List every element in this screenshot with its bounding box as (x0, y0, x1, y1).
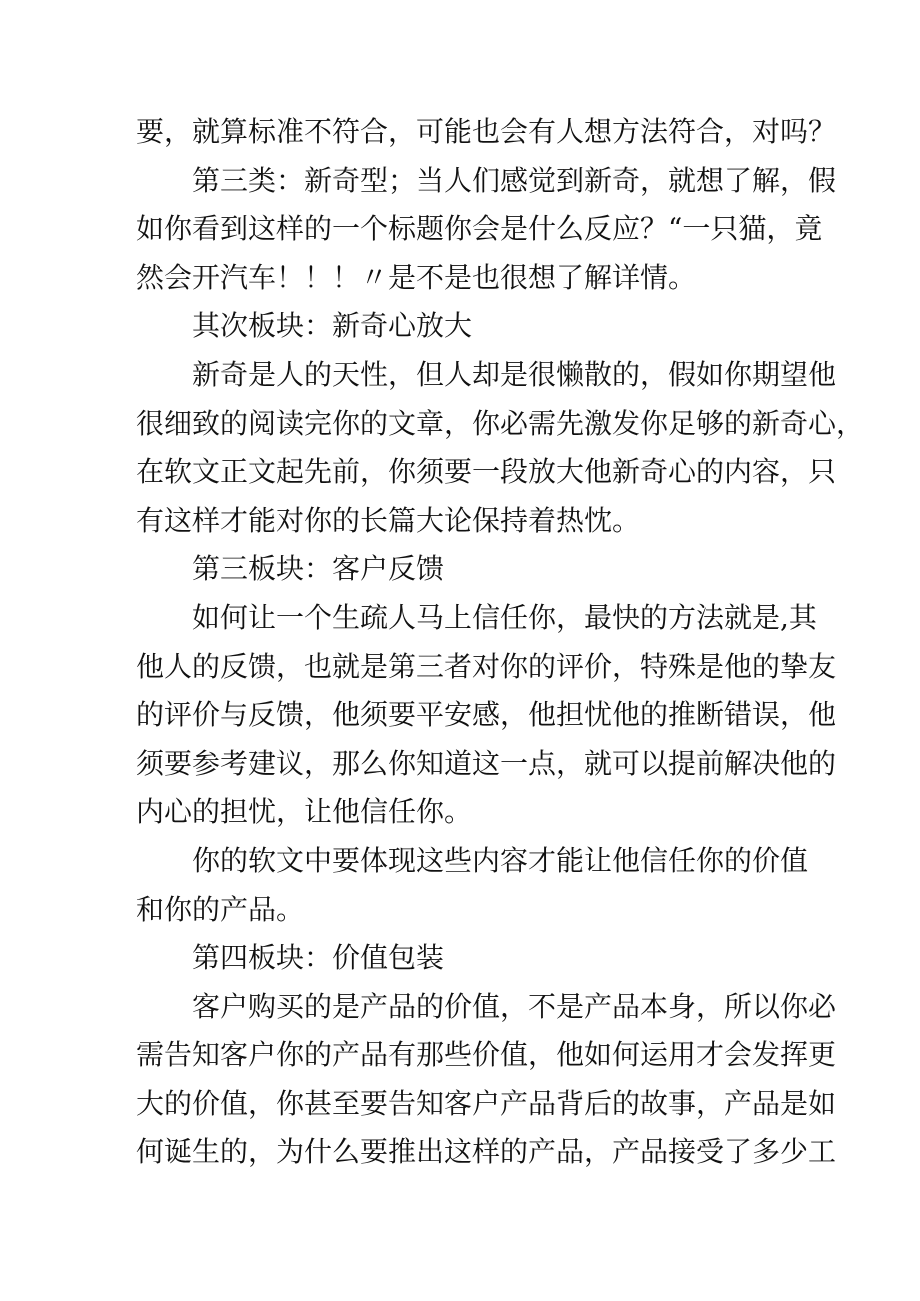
text-line: 如何让一个生疏人马上信任你，最快的方法就是,其 (192, 600, 817, 634)
text-line: 如你看到这样的一个标题你会是什么反应？“一只猫，竟 (136, 212, 823, 246)
text-line: 很细致的阅读完你的文章，你必需先激发你足够的新奇心， (136, 406, 865, 440)
text-line: 需告知客户你的产品有那些价值，他如何运用才会发挥更 (136, 1038, 837, 1072)
text-line: 的评价与反馈，他须要平安感，他担忧他的推断错误，他 (136, 698, 837, 732)
document-body (136, 108, 865, 1177)
section-heading: 其次板块：新奇心放大 (192, 309, 473, 343)
text-line: 何诞生的，为什么要推出这样的产品，产品接受了多少工 (136, 1135, 837, 1169)
text-line: 内心的担忧，让他信任你。 (136, 795, 473, 829)
text-line: 新奇是人的天性，但人却是很懒散的，假如你期望他 (192, 357, 837, 391)
text-line: 在软文正文起先前，你须要一段放大他新奇心的内容，只 (136, 455, 837, 489)
text-line: 第三类：新奇型；当人们感觉到新奇，就想了解，假 (192, 163, 837, 197)
text-line: 他人的反馈，也就是第三者对你的评价，特殊是他的挚友 (136, 649, 837, 683)
text-line: 和你的产品。 (136, 892, 305, 926)
text-line: 有这样才能对你的长篇大论保持着热忱。 (136, 503, 641, 537)
section-heading: 第四板块：价值包装 (192, 941, 445, 975)
text-line: 然会开汽车！！！〃是不是也很想了解详情。 (136, 260, 697, 294)
text-line: 要，就算标准不符合，可能也会有人想方法符合，对吗？ (136, 115, 837, 148)
text-line: 大的价值，你甚至要告知客户产品背后的故事，产品是如 (136, 1086, 837, 1120)
text-line: 你的软文中要体现这些内容才能让他信任你的价值 (192, 843, 809, 877)
text-line: 须要参考建议，那么你知道这一点，就可以提前解决他的 (136, 746, 837, 780)
text-line: 客户购买的是产品的价值，不是产品本身，所以你必 (192, 989, 837, 1023)
section-heading: 第三板块：客户反馈 (192, 552, 445, 586)
